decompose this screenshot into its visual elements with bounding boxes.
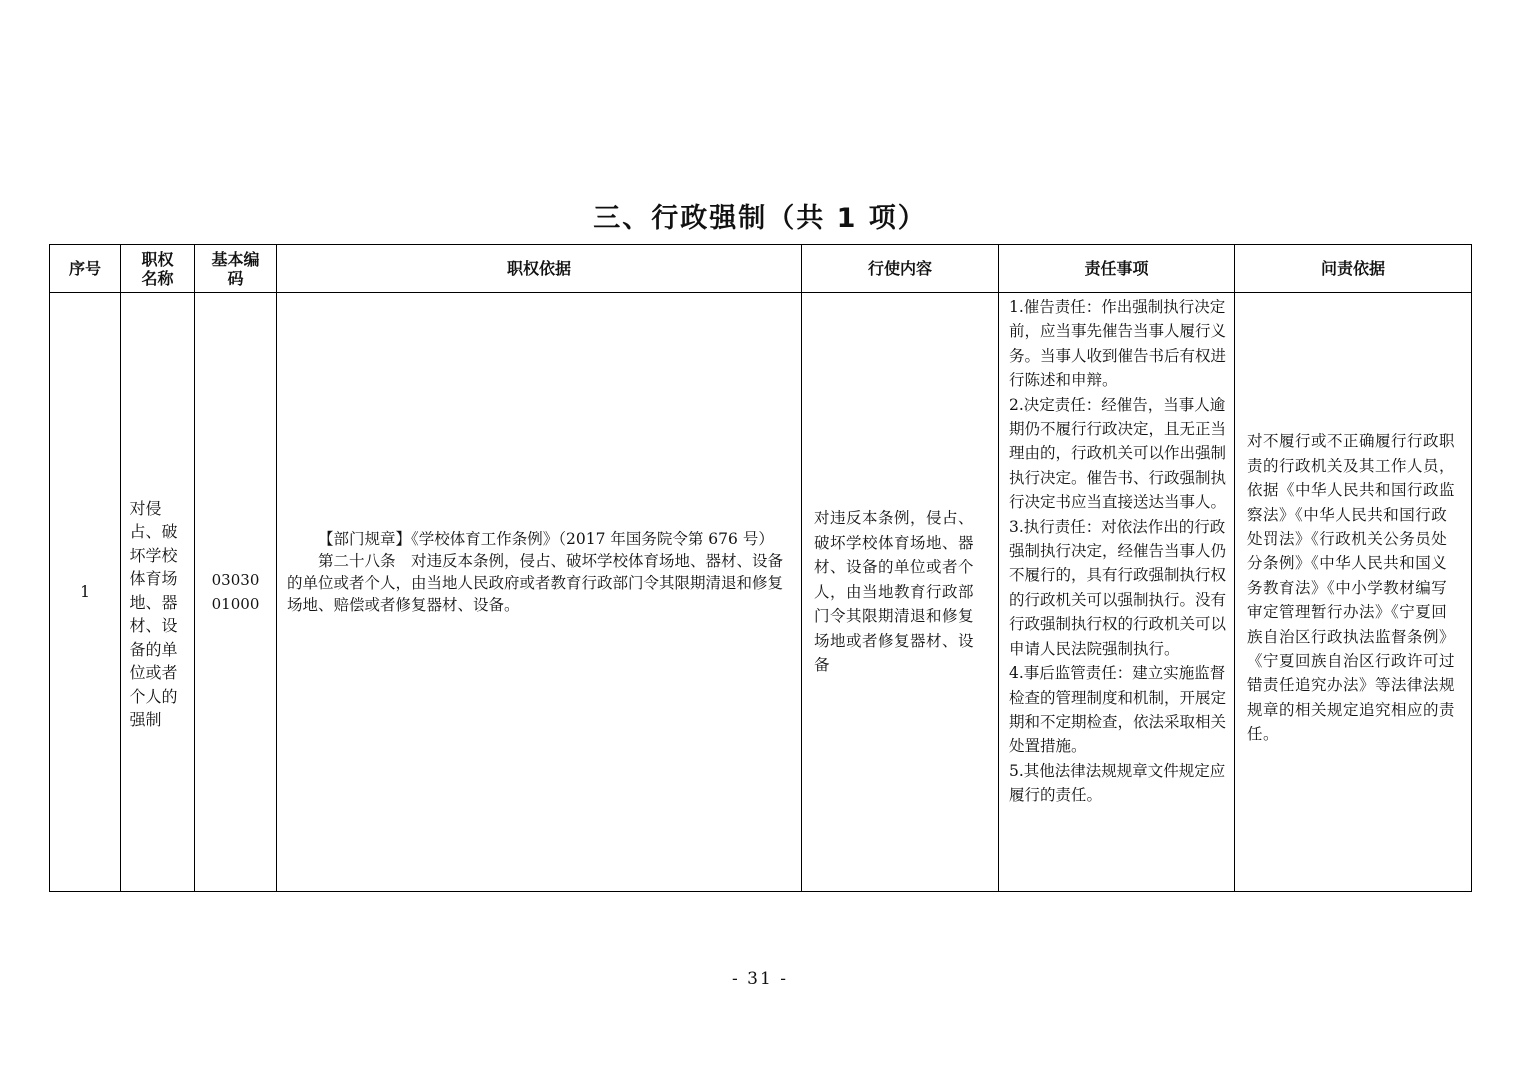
header-seq: 序号 xyxy=(50,245,121,293)
resp-item-1: 1.催告责任：作出强制执行决定前，应当事先催告当事人履行义务。当事人收到催告书后有权进行陈述和申辩。 xyxy=(1009,298,1227,390)
resp-item-3: 3.执行责任：对依法作出的行政强制执行决定，经催告当事人仍不履行的，具有行政强制执行权的行政机关可以强制执行。没有行政强制执行权的行政机关可以申请人民法院强制执行。 xyxy=(1009,517,1227,658)
cell-name: 对侵占、破坏学校体育场地、器材、设备的单位或者个人的强制 xyxy=(121,293,195,892)
header-exec: 行使内容 xyxy=(802,245,999,293)
cell-code: 0303001000 xyxy=(195,293,277,892)
page-title: 三、行政强制（共 1 项） xyxy=(593,203,927,234)
cell-acc: 对不履行或不正确履行行政职责的行政机关及其工作人员，依据《中华人民共和国行政监察法》《中华人民共和国行政处罚法》《行政机关公务员处分条例》《中华人民共和国义务教育法》《中小学教材编写审定管理暂行办法》《宁夏回族自治区行政执法监督条例》《宁夏回族自治区行政许可过错责任追究办法》等法律法规规章的相关规定追究相应的责任。 xyxy=(1235,293,1472,892)
basis-paragraph-2: 第二十八条 对违反本条例，侵占、破坏学校体育场地、器材、设备的单位或者个人，由当地人民政府或者教育行政部门令其限期清退和修复场地、赔偿或者修复器材、设备。 xyxy=(287,552,784,614)
cell-exec: 对违反本条例，侵占、破坏学校体育场地、器材、设备的单位或者个人，由当地教育行政部门令其限期清退和修复场地或者修复器材、设备 xyxy=(802,293,999,892)
header-code: 基本编码 xyxy=(195,245,277,293)
page-number: - 31 - xyxy=(732,969,788,989)
header-resp: 责任事项 xyxy=(999,245,1235,293)
cell-resp xyxy=(999,293,1235,892)
header-basis: 职权依据 xyxy=(277,245,802,293)
resp-item-5: 5.其他法律法规规章文件规定应履行的责任。 xyxy=(1009,761,1226,805)
cell-seq: 1 xyxy=(50,293,121,892)
cell-basis xyxy=(277,293,802,892)
header-acc: 问责依据 xyxy=(1235,245,1472,293)
power-table xyxy=(49,244,1472,892)
header-name: 职权名称 xyxy=(121,245,195,293)
header-row xyxy=(50,245,1472,293)
resp-item-2: 2.决定责任：经催告，当事人逾期仍不履行行政决定，且无正当理由的，行政机关可以作出强制执行决定。催告书、行政强制执行决定书应当直接送达当事人。 xyxy=(1009,395,1227,512)
table-row xyxy=(50,293,1472,892)
basis-paragraph-1: 【部门规章】《学校体育工作条例》（2017 年国务院令第 676 号） xyxy=(318,530,774,548)
resp-item-4: 4.事后监管责任：建立实施监督检查的管理制度和机制，开展定期和不定期检查，依法采取相关处置措施。 xyxy=(1009,664,1227,756)
